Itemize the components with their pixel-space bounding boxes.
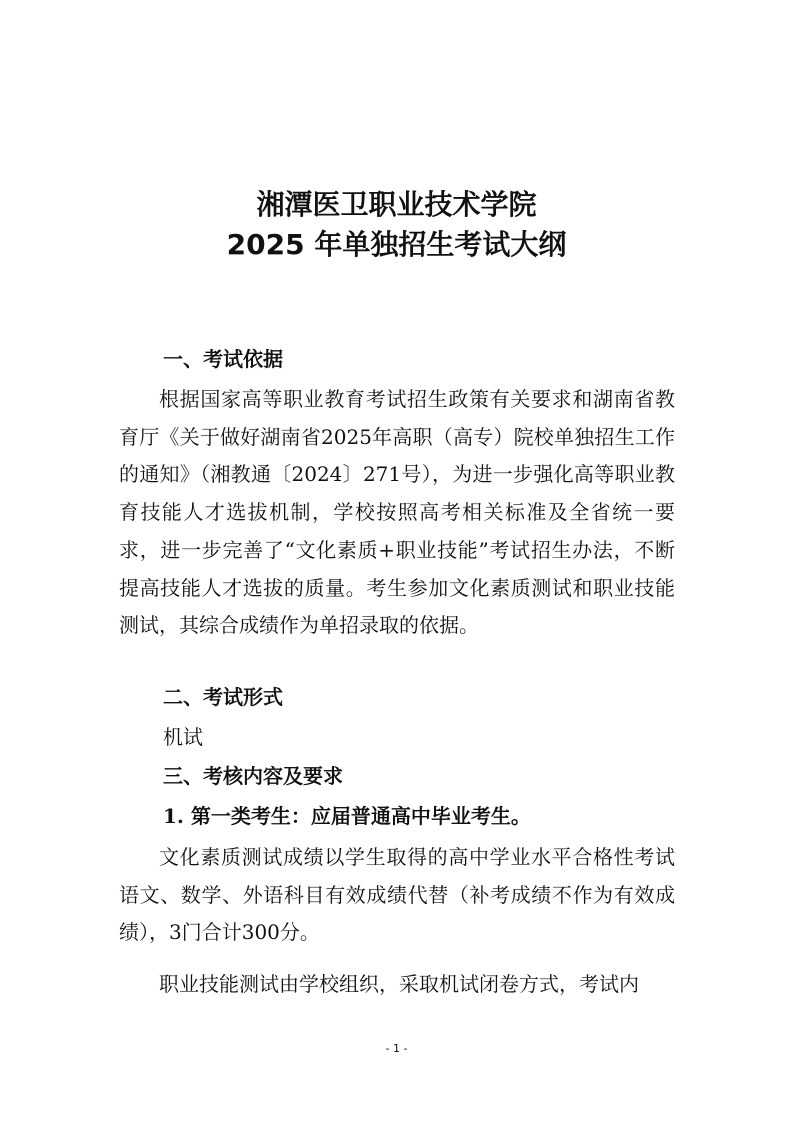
section-heading-basis: 一、考试依据 bbox=[163, 347, 283, 371]
section-paragraph-basis: 根据国家高等职业教育考试招生政策有关要求和湖南省教育厅《关于做好湖南省2025年高职（高专）院校单独招生工作的通知》（湘教通〔2024〕271号），为进一步强化高等职业教育技能人才选拔机制，学校按照高考相关标准及全省统一要求，进一步完善了“文化素质+职业技能”考试招生办法，不断提高技能人才选拔的质量。考生参加文化素质测试和职业技能测试，其综合成绩作为单招录取的依据。 bbox=[119, 387, 675, 638]
section-paragraph-skill-test: 职业技能测试由学校组织，采取机试闭卷方式，考试内 bbox=[159, 972, 639, 996]
document-title-line2: 2025 年单独招生考试大纲 bbox=[226, 228, 567, 261]
section-subheading-category1: 1. 第一类考生：应届普通高中毕业考生。 bbox=[163, 804, 531, 828]
section-heading-format: 二、考试形式 bbox=[163, 685, 283, 709]
document-title-line1: 湘潭医卫职业技术学院 bbox=[256, 188, 537, 221]
page-number: - 1 - bbox=[385, 1042, 408, 1055]
section-heading-content: 三、考核内容及要求 bbox=[163, 764, 343, 788]
section-text-format: 机试 bbox=[163, 725, 203, 749]
section-paragraph-culture-test: 文化素质测试成绩以学生取得的高中学业水平合格性考试语文、数学、外语科目有效成绩代替（补考成绩不作为有效成绩），3门合计300分。 bbox=[119, 845, 675, 945]
